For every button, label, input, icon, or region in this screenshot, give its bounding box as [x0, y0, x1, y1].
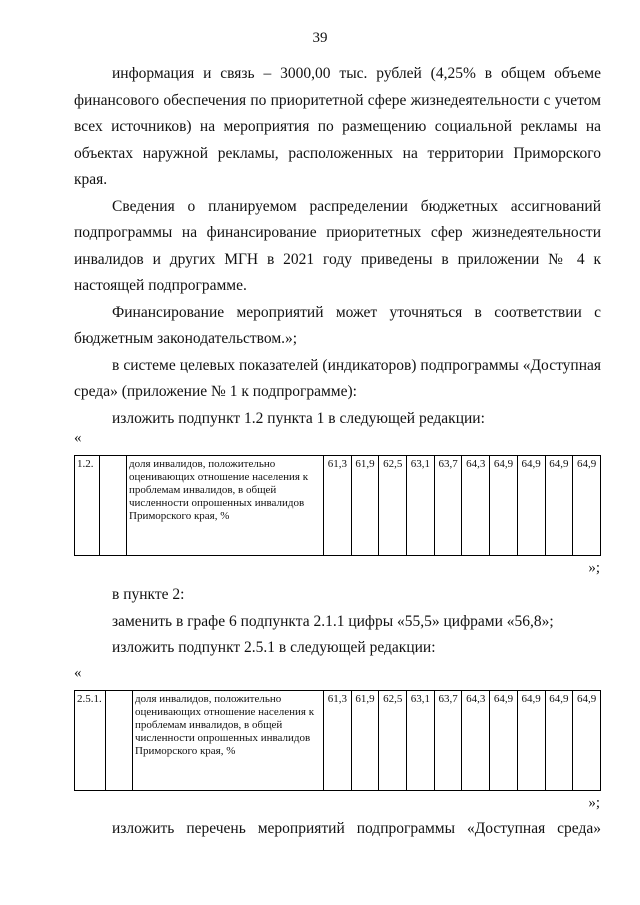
blank-cell	[100, 456, 127, 556]
paragraph: изложить перечень мероприятий подпрограммы «Доступная среда»	[112, 820, 601, 837]
value-cell: 64,9	[490, 456, 518, 556]
paragraph: Сведения о планируемом распределении бюджетных ассигнований подпрограммы на финансирование приоритетных сфер жизнедеятельности инвалидов и других МГН в 2021 году приведены в приложении № 4 к настоящей подпрограмме.	[74, 197, 601, 294]
quote-open: «	[74, 430, 82, 446]
value-cell: 64,9	[573, 456, 601, 556]
table-row	[75, 691, 601, 791]
quote-open: «	[74, 665, 82, 681]
indicator-description: доля инвалидов, положительно оценивающих отношение населения к проблемам инвалидов, в общей численности опрошенных инвалидов Приморского края, %	[127, 456, 324, 556]
item-number: 1.2.	[75, 456, 100, 556]
text-block-middle	[74, 582, 601, 662]
indicator-table-1	[74, 455, 601, 556]
item-number: 2.5.1.	[75, 691, 106, 791]
value-cell: 63,7	[434, 691, 462, 791]
quote-close: »;	[588, 560, 600, 576]
value-cell: 64,9	[517, 456, 545, 556]
value-cell: 64,9	[573, 691, 601, 791]
value-cell: 63,7	[434, 456, 462, 556]
value-cell: 64,9	[490, 691, 518, 791]
page-number: 39	[312, 30, 328, 46]
text-block-bottom	[74, 816, 601, 843]
value-cell: 64,3	[462, 691, 490, 791]
value-cell: 61,9	[351, 456, 379, 556]
paragraph: информация и связь – 3000,00 тыс. рублей (4,25% в общем объеме финансового обеспечения по приоритетной сфере жизнедеятельности с учетом всех источников) на мероприятия по размещению социальной рекламы на объектах наружной рекламы, расположенных на территории Приморского края.	[74, 65, 601, 188]
value-cell: 64,3	[462, 456, 490, 556]
indicator-description: доля инвалидов, положительно оценивающих отношение населения к проблемам инвалидов, в общей численности опрошенных инвалидов Приморского края, %	[133, 691, 324, 791]
value-cell: 62,5	[379, 456, 407, 556]
value-cell: 64,9	[545, 691, 573, 791]
paragraph: в системе целевых показателей (индикаторов) подпрограммы «Доступная среда» (приложение № 1 к подпрограмме):	[74, 356, 601, 400]
indicator-table-2	[74, 690, 601, 791]
paragraph: заменить в графе 6 подпункта 2.1.1 цифры «55,5» цифрами «56,8»;	[112, 612, 554, 630]
value-cell: 63,1	[407, 691, 435, 791]
blank-cell	[106, 691, 133, 791]
value-cell: 64,9	[517, 691, 545, 791]
paragraph: изложить подпункт 1.2 пункта 1 в следующей редакции:	[112, 409, 485, 427]
value-cell: 61,3	[324, 691, 352, 791]
paragraph: изложить подпункт 2.5.1 в следующей редакции:	[112, 639, 436, 656]
text-block-top	[74, 61, 601, 432]
value-cell: 61,3	[324, 456, 352, 556]
paragraph: Финансирование мероприятий может уточняться в соответствии с бюджетным законодательством.»;	[74, 303, 601, 347]
value-cell: 62,5	[379, 691, 407, 791]
value-cell: 64,9	[545, 456, 573, 556]
paragraph: в пункте 2:	[112, 586, 185, 603]
table-row	[75, 456, 601, 556]
quote-close: »;	[588, 795, 600, 811]
value-cell: 61,9	[351, 691, 379, 791]
value-cell: 63,1	[407, 456, 435, 556]
